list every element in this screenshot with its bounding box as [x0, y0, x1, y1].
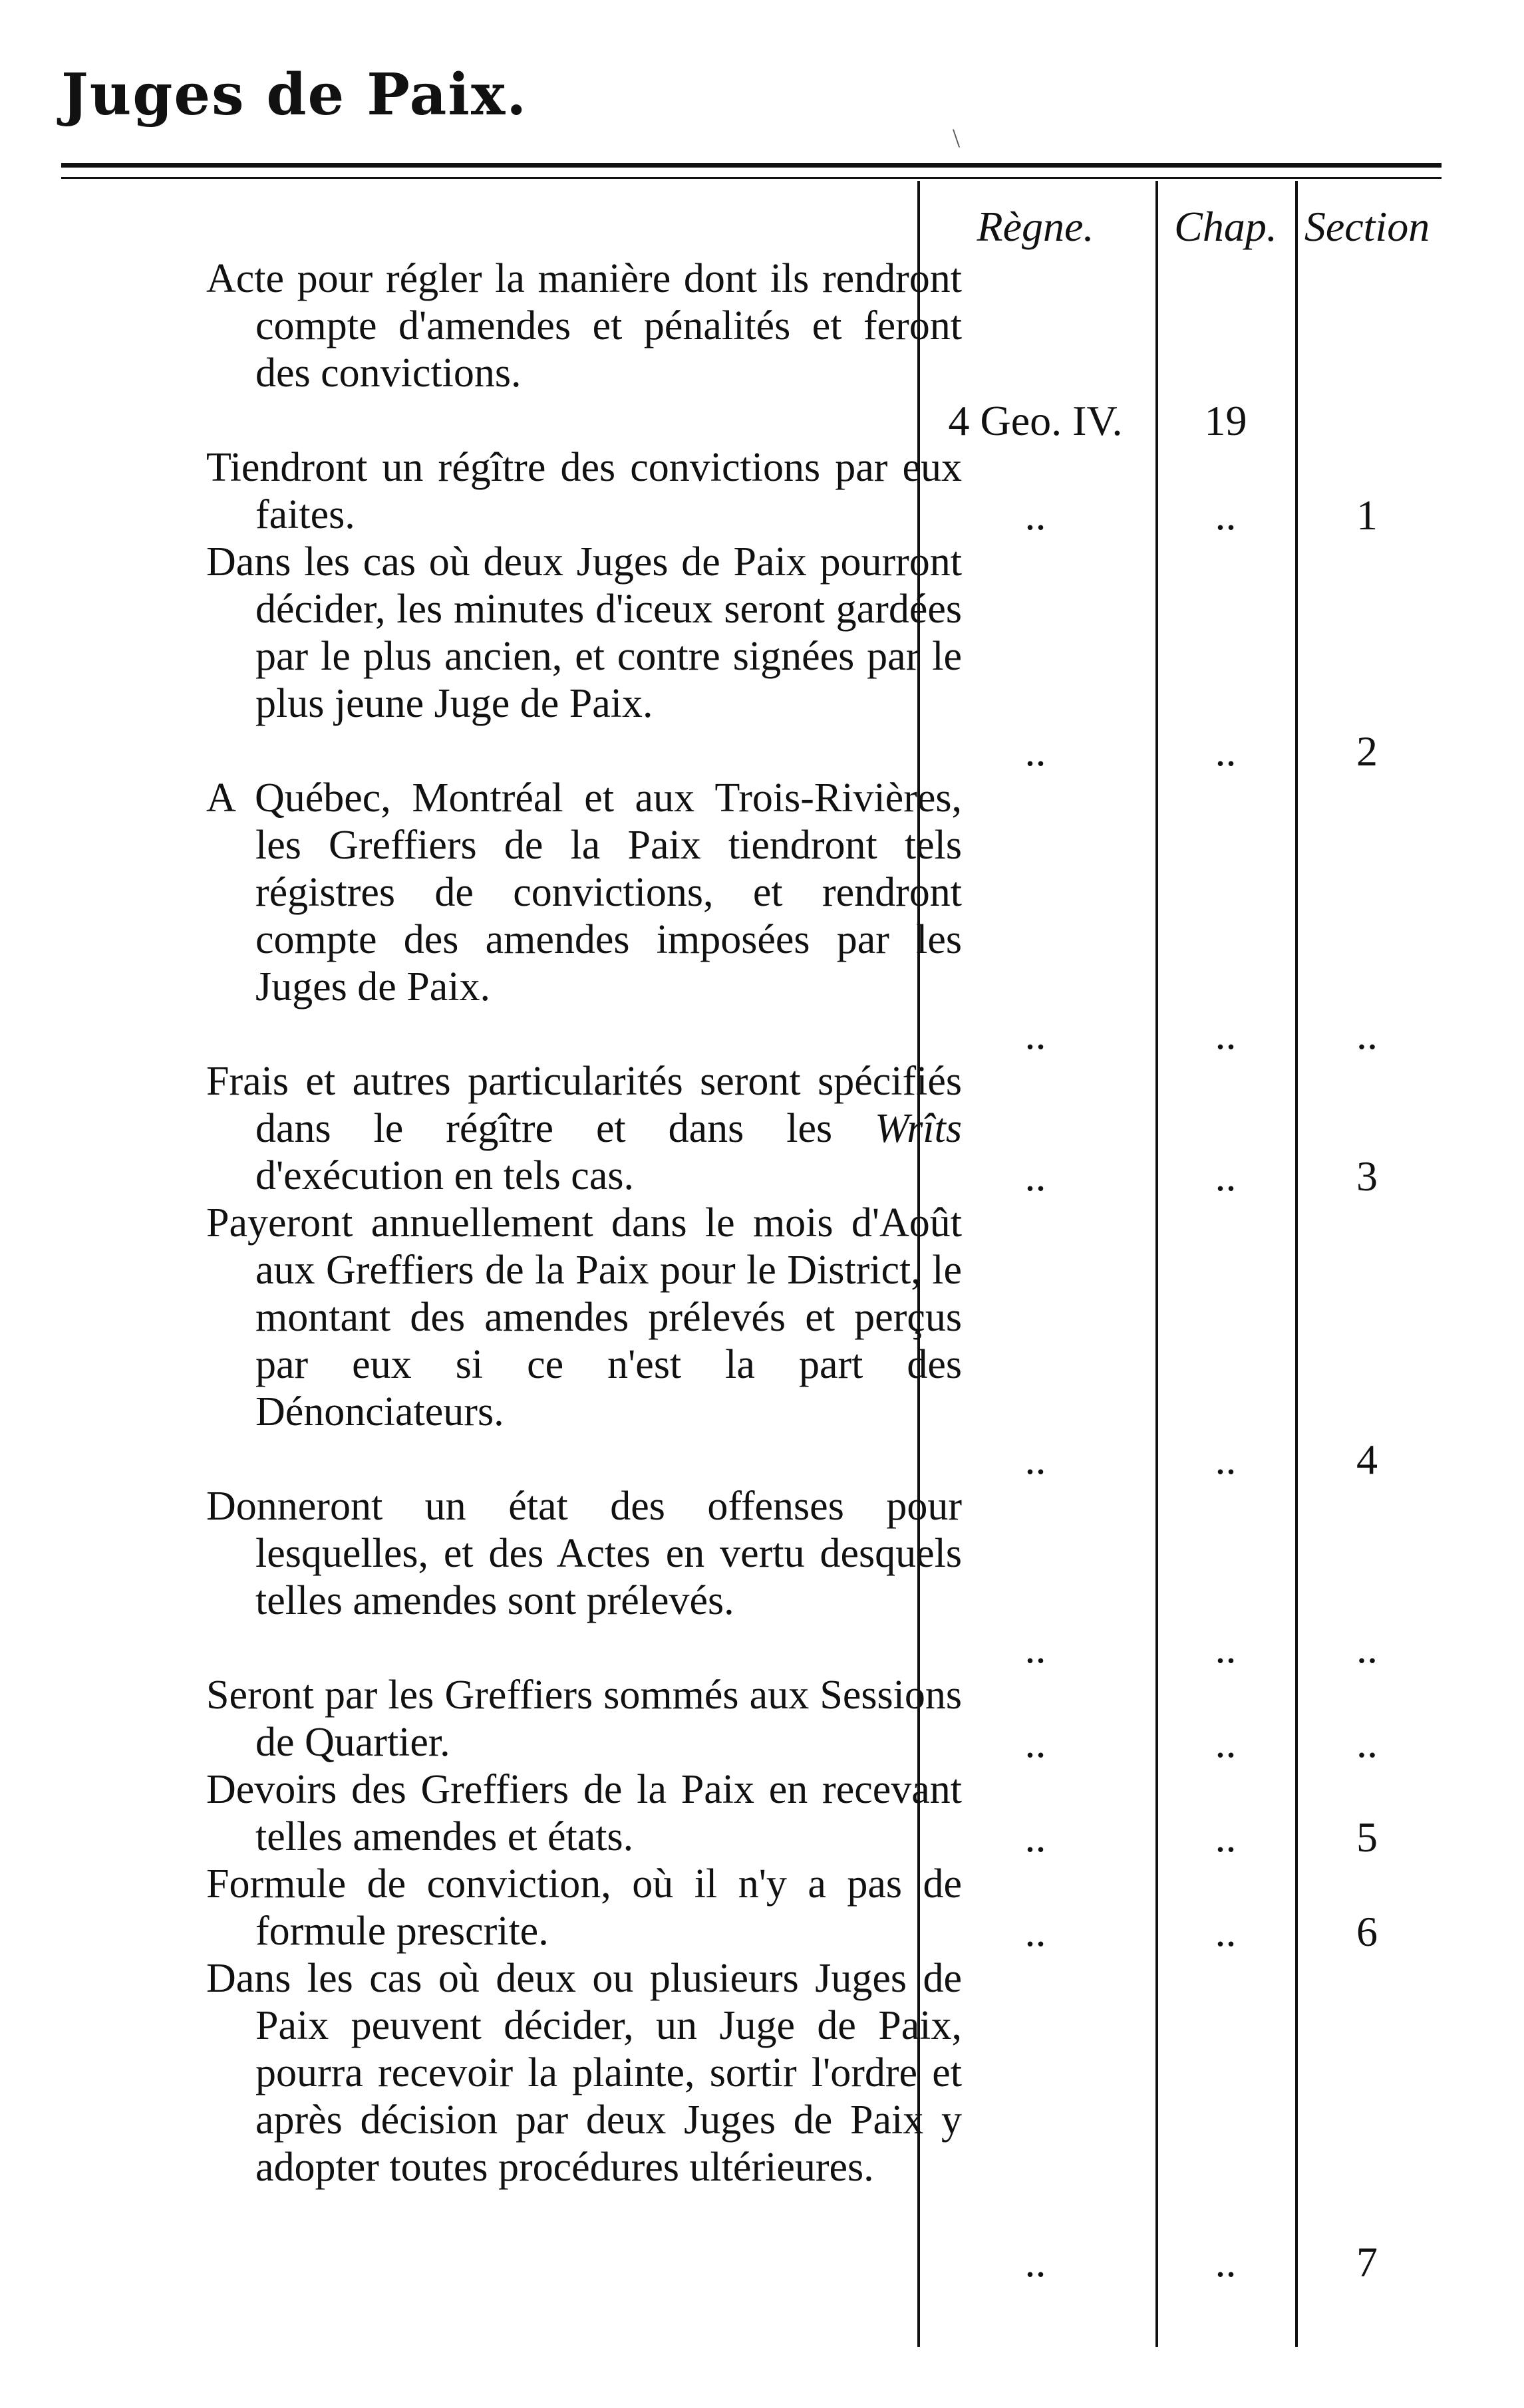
entry-text: Seront par les Greffiers sommés aux Sessions de Quartier.: [206, 1672, 962, 1765]
entry-section: 5: [1356, 1813, 1378, 1861]
entry-regne: ..: [1024, 728, 1046, 775]
entry-chap: ..: [1215, 2238, 1237, 2286]
entry-text: Devoirs des Greffiers de la Paix en recevant telles amendes et états.: [206, 1767, 962, 1859]
entry-text: [206, 1058, 962, 1200]
entry-section: ..: [1356, 1011, 1378, 1058]
column-divider-chap: [1295, 181, 1298, 2347]
entry-text: Payeront annuellement dans le mois d'Août aux Greffiers de la Paix pour le District, le montant des amendes prélevés et perçus par eux si ce n'est la part des Dénonciateurs.: [206, 1200, 962, 1434]
entry-section: ..: [1356, 1719, 1378, 1766]
entry-chap: ..: [1215, 1813, 1237, 1861]
entry-chap: ..: [1215, 728, 1237, 775]
entry-regne: 4 Geo. IV.: [948, 397, 1123, 444]
entry-chap: 19: [1204, 397, 1247, 444]
entry-text: Dans les cas où deux Juges de Paix pourront décider, les minutes d'iceux seront gardées par le plus ancien, et contre signées par le plus jeune Juge de Paix.: [206, 539, 962, 726]
entry-chap: ..: [1215, 491, 1237, 539]
entry-text-part: d'exécution en tels cas.: [255, 1153, 634, 1198]
entry-regne: ..: [1024, 1011, 1046, 1058]
entry-text: Acte pour régler la manière dont ils rendront compte d'amendes et pénalités et feront des convictions.: [206, 256, 962, 396]
column-header-section: Section: [1304, 203, 1430, 250]
entry-section: 1: [1356, 491, 1378, 539]
entry-section: 4: [1356, 1436, 1378, 1483]
top-rule-thin: [61, 177, 1442, 179]
entry-chap: ..: [1215, 1011, 1237, 1058]
entry-text: Tiendront un régître des convictions par eux faites.: [206, 445, 962, 537]
top-rule-thick: [61, 163, 1442, 168]
entry-chap: ..: [1215, 1152, 1237, 1200]
column-divider-regne: [1155, 181, 1158, 2347]
entry-text: Donneront un état des offenses pour lesquelles, et des Actes en vertu desquels telles amendes sont prélevés.: [206, 1484, 962, 1623]
entry-section: 3: [1356, 1152, 1378, 1200]
entry-regne: ..: [1024, 491, 1046, 539]
entry-regne: ..: [1024, 1813, 1046, 1861]
column-header-regne: Règne.: [977, 203, 1094, 250]
entry-regne: ..: [1024, 1908, 1046, 1955]
entry-chap: ..: [1215, 1436, 1237, 1483]
stray-mark: \: [953, 123, 961, 153]
entry-regne: ..: [1024, 1625, 1046, 1672]
entry-text: Formule de conviction, où il n'y a pas de formule prescrite.: [206, 1861, 962, 1954]
entry-chap: ..: [1215, 1719, 1237, 1766]
entry-text: A Québec, Montréal et aux Trois-Rivières, les Greffiers de la Paix tiendront tels régistres de convictions, et rendront compte des amendes imposées par les Juges de Paix.: [206, 775, 962, 1009]
entry-chap: ..: [1215, 1908, 1237, 1955]
entry-text-italic: Wrîts: [875, 1106, 962, 1151]
entry-regne: ..: [1024, 1152, 1046, 1200]
entry-chap: ..: [1215, 1625, 1237, 1672]
entry-text: Dans les cas où deux ou plusieurs Juges de Paix peuvent décider, un Juge de Paix, pourra recevoir la plainte, sortir l'ordre et après décision par deux Juges de Paix y adopter toutes procédures ultérieures.: [206, 1956, 962, 2190]
entry-section: 7: [1356, 2238, 1378, 2286]
entry-section: 6: [1356, 1908, 1378, 1955]
entry-regne: ..: [1024, 2238, 1046, 2286]
entry-regne: ..: [1024, 1436, 1046, 1483]
entry-regne: ..: [1024, 1719, 1046, 1766]
entry-section: 2: [1356, 728, 1378, 775]
entry-text-part: Frais et autres particularités seront spécifiés dans le régître et dans les: [206, 1059, 962, 1151]
column-header-chap: Chap.: [1174, 203, 1277, 250]
page-heading: Juges de Paix.: [61, 61, 528, 128]
entry-section: ..: [1356, 1625, 1378, 1672]
